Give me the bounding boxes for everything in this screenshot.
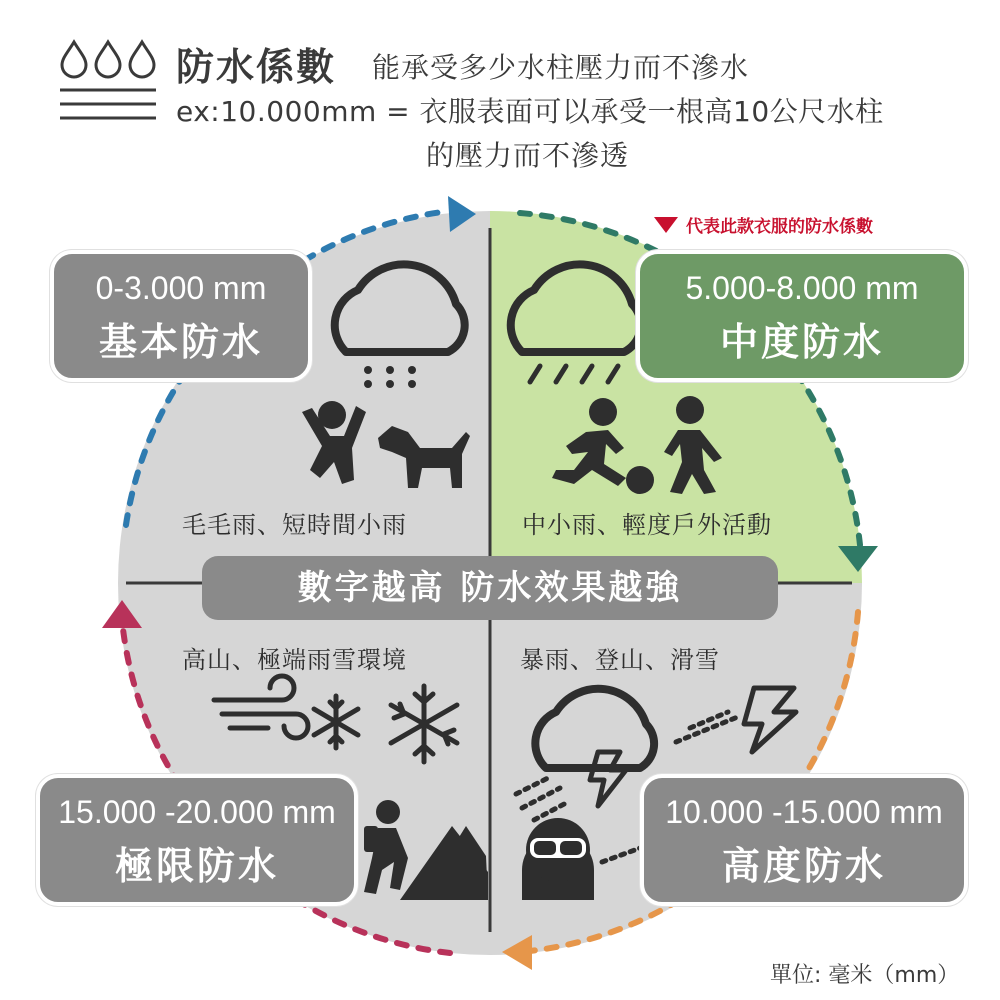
level-extreme-range: 15.000 -20.000 mm [58,794,336,830]
level-basic-range: 0-3.000 mm [95,270,267,306]
legend-label: 代表此款衣服的防水係數 [686,217,873,237]
level-basic-box [50,250,312,382]
level-mid-range: 5.000-8.000 mm [685,270,919,306]
level-high-name: 高度防水 [721,844,886,888]
level-high-range: 10.000 -15.000 mm [665,794,943,830]
example-line-2: 的壓力而不滲透 [426,139,630,172]
center-banner: 數字越高 防水效果越強 [202,556,778,620]
unit-label: 單位: 毫米（mm） [770,963,960,988]
level-extreme-name: 極限防水 [114,844,279,888]
level-mid-box [636,250,968,382]
level-extreme-box [36,774,358,906]
page-title: 防水係數 [176,45,337,89]
scenario-mid: 中小雨、輕度戶外活動 [522,511,772,539]
scenario-extreme: 高山、極端雨雪環境 [182,646,407,674]
scenario-high: 暴雨、登山、滑雪 [520,646,720,674]
level-high-box [640,774,968,906]
level-basic-name: 基本防水 [98,320,263,364]
level-mid-name: 中度防水 [719,320,884,364]
page-subtitle: 能承受多少水柱壓力而不滲水 [372,51,750,84]
example-line-1: ex:10.000mm = 衣服表面可以承受一根高10公尺水柱 [176,95,884,128]
scenario-basic: 毛毛雨、短時間小雨 [182,511,407,539]
